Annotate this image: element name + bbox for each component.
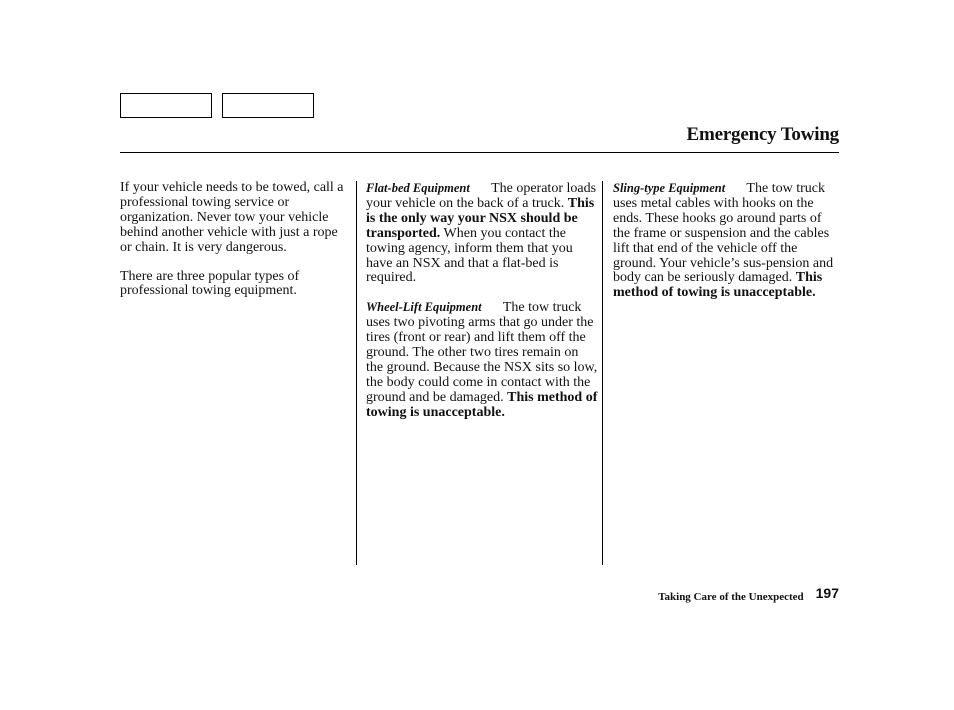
page-title: Emergency Towing: [686, 124, 839, 145]
sling-paragraph: [613, 181, 841, 301]
flatbed-text-2: When you contact the towing agency, inform them that you have an NSX and that a flat-bed is required.: [366, 225, 573, 286]
nav-button-2[interactable]: [222, 93, 314, 118]
flatbed-heading: Flat-bed Equipment: [366, 181, 470, 195]
title-rule: [120, 152, 839, 153]
flatbed-paragraph: [366, 181, 598, 286]
wheel-lift-text: The tow truck uses two pivoting arms that go under the tires (front or rear) and lift them off the ground. The other two tires remain on the ground. Because the NSX sits so low, the body could come in contact with the ground and be damaged.: [366, 300, 598, 405]
column-equipment-a: [366, 181, 598, 435]
sling-heading: Sling-type Equipment: [613, 181, 726, 195]
column-divider: [356, 181, 357, 565]
intro-paragraph: If your vehicle needs to be towed, call a professional towing service or organization. Never tow your vehicle behind another vehicle with just a rope or chain. It is very dangerous.: [120, 180, 344, 255]
sling-text: The tow truck uses metal cables with hooks on the ends. These hooks go around parts of the frame or suspension and the cables lift that end of the vehicle off the ground. Your vehicle’s sus-pension and body can be seriously damaged.: [613, 181, 834, 286]
wheel-lift-warning: This method of towing is unacceptable.: [366, 389, 598, 420]
sling-warning: This method of towing is unacceptable.: [613, 270, 823, 301]
page-footer: [658, 587, 839, 605]
column-equipment-b: [613, 181, 841, 315]
flatbed-text: The operator loads your vehicle on the back of a truck.: [366, 181, 597, 211]
column-divider: [602, 181, 603, 565]
nav-button-1[interactable]: [120, 93, 212, 118]
flatbed-warning: This is the only way your NSX should be transported.: [366, 195, 595, 241]
equipment-types-paragraph: There are three popular types of professional towing equipment.: [120, 268, 300, 299]
wheel-lift-paragraph: [366, 300, 598, 420]
page-number: 197: [815, 585, 839, 601]
column-intro: [120, 181, 348, 313]
wheel-lift-heading: Wheel-Lift Equipment: [366, 300, 482, 315]
section-name: Taking Care of the Unexpected: [658, 591, 804, 603]
